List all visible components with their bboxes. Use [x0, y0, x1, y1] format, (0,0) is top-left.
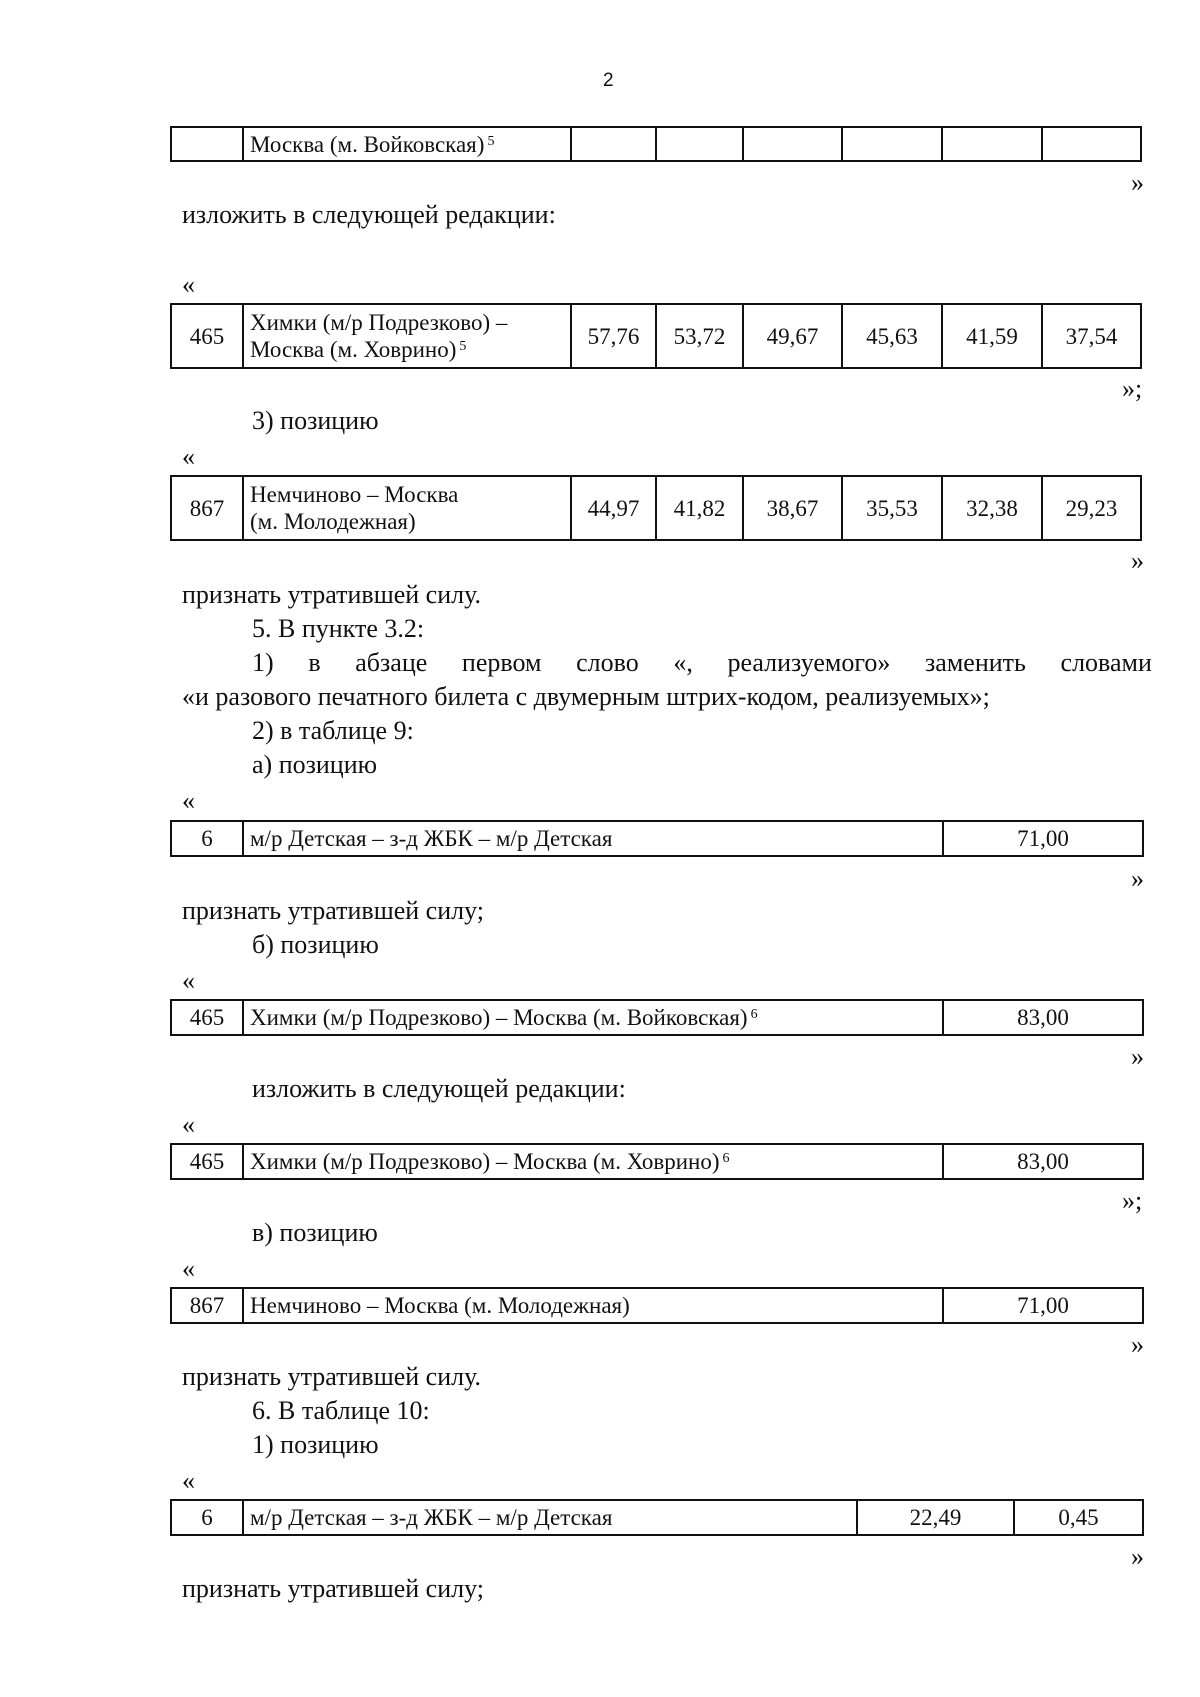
word: 1): [252, 648, 274, 677]
table9-row-new-khovrino: [170, 1143, 1144, 1180]
text-izlozhit: изложить в следующей редакции:: [182, 200, 556, 229]
cell-value: 41,59: [942, 304, 1042, 368]
quote-close: »: [1131, 1330, 1144, 1359]
cell-value: 29,23: [1042, 476, 1141, 540]
quote-close: »: [1131, 546, 1144, 575]
cell-value: [1042, 127, 1141, 161]
table9-row-detskaya: [170, 820, 1144, 857]
text-priznat: признать утратившей силу;: [182, 1574, 484, 1603]
cell-value: 83,00: [943, 1000, 1143, 1035]
table-row-nemchinovo: [170, 475, 1142, 541]
text-priznat: признать утратившей силу;: [182, 896, 484, 925]
text-p5-1-line2: «и разового печатного билета с двумерным штрих-кодом, реализуемых»;: [182, 682, 990, 711]
text-p5: 5. В пункте 3.2:: [252, 614, 425, 643]
quote-open: «: [182, 270, 195, 299]
footnote-mark: 6: [722, 1151, 730, 1166]
route-name-line2: Москва (м. Ховрино): [250, 337, 457, 362]
cell-value: [656, 127, 743, 161]
footnote-mark: 6: [750, 1007, 758, 1022]
page-number: 2: [603, 70, 614, 91]
route-name-line1: Химки (м/р Подрезково) –: [250, 310, 508, 335]
cell-num: 6: [171, 821, 243, 856]
text-item3: 3) позицию: [252, 406, 379, 435]
cell-value: 37,54: [1042, 304, 1141, 368]
text-p5-1-line1: [252, 648, 1152, 678]
cell-route: [243, 476, 571, 540]
table9-row-nemchinovo: [170, 1287, 1144, 1324]
cell-value: [571, 127, 656, 161]
word: слово: [576, 648, 639, 677]
cell-value: 49,67: [743, 304, 842, 368]
table9-row-old-voykovskaya: [170, 999, 1144, 1036]
quote-close-semicolon: »;: [1122, 1186, 1143, 1215]
route-name: Химки (м/р Подрезково) – Москва (м. Ховрино): [250, 1149, 720, 1174]
footnote-mark: 5: [487, 133, 495, 149]
cell-value: [842, 127, 942, 161]
word: заменить: [925, 648, 1026, 677]
cell-num: 465: [171, 304, 243, 368]
quote-open: «: [182, 1110, 195, 1139]
table10-row-detskaya: [170, 1499, 1144, 1536]
text-priznat: признать утратившей силу.: [182, 1362, 481, 1391]
cell-value: 71,00: [943, 1288, 1143, 1323]
cell-value: 45,63: [842, 304, 942, 368]
route-name: Москва (м. Войковская): [250, 131, 485, 157]
cell-route: м/р Детская – з-д ЖБК – м/р Детская: [243, 821, 943, 856]
text-p6-1: 1) позицию: [252, 1430, 379, 1459]
cell-value: 22,49: [857, 1500, 1014, 1535]
cell-value: 57,76: [571, 304, 656, 368]
text-p6: 6. В таблице 10:: [252, 1396, 430, 1425]
word: абзаце: [355, 648, 428, 677]
cell-value: 83,00: [943, 1144, 1143, 1179]
word: первом: [461, 648, 542, 677]
cell-route: м/р Детская – з-д ЖБК – м/р Детская: [243, 1500, 857, 1535]
table-row-new-khovrino: [170, 303, 1142, 369]
text-p5-2: 2) в таблице 9:: [252, 716, 414, 745]
cell-value: 35,53: [842, 476, 942, 540]
cell-value: 44,97: [571, 476, 656, 540]
quote-close: »: [1131, 864, 1144, 893]
word: реализуемого»: [727, 648, 891, 677]
cell-value: 0,45: [1014, 1500, 1143, 1535]
cell-value: 32,38: [942, 476, 1042, 540]
text-p5-2a: а) позицию: [252, 750, 378, 779]
quote-open: «: [182, 966, 195, 995]
route-name-line1: Немчиново – Москва: [250, 482, 459, 507]
cell-route: Немчиново – Москва (м. Молодежная): [243, 1288, 943, 1323]
quote-open: «: [182, 1466, 195, 1495]
quote-close: »: [1131, 1042, 1144, 1071]
cell-route: [243, 1144, 943, 1179]
cell-route: [243, 127, 571, 161]
cell-value: 53,72: [656, 304, 743, 368]
table-row-old-voykovskaya: [170, 126, 1142, 162]
quote-close: »: [1131, 168, 1144, 197]
route-name-line2: (м. Молодежная): [250, 509, 416, 534]
quote-open: «: [182, 442, 195, 471]
footnote-mark: 5: [459, 339, 467, 354]
cell-num: 867: [171, 476, 243, 540]
cell-num: 465: [171, 1144, 243, 1179]
text-izlozhit: изложить в следующей редакции:: [252, 1074, 626, 1103]
quote-open: «: [182, 786, 195, 815]
word: словами: [1060, 648, 1152, 677]
route-name: Химки (м/р Подрезково) – Москва (м. Войковская): [250, 1005, 748, 1030]
word: «,: [673, 648, 693, 677]
cell-value: [942, 127, 1042, 161]
cell-route: [243, 304, 571, 368]
quote-close-semicolon: »;: [1122, 374, 1143, 403]
cell-value: 71,00: [943, 821, 1143, 856]
text-p5-2b: б) позицию: [252, 930, 379, 959]
cell-num: [171, 127, 243, 161]
cell-route: [243, 1000, 943, 1035]
cell-value: [743, 127, 842, 161]
word: в: [308, 648, 321, 677]
quote-close: »: [1131, 1542, 1144, 1571]
cell-value: 41,82: [656, 476, 743, 540]
quote-open: «: [182, 1254, 195, 1283]
cell-num: 6: [171, 1500, 243, 1535]
cell-num: 867: [171, 1288, 243, 1323]
text-p5-2v: в) позицию: [252, 1218, 378, 1247]
cell-value: 38,67: [743, 476, 842, 540]
text-priznat: признать утратившей силу.: [182, 580, 481, 609]
cell-num: 465: [171, 1000, 243, 1035]
